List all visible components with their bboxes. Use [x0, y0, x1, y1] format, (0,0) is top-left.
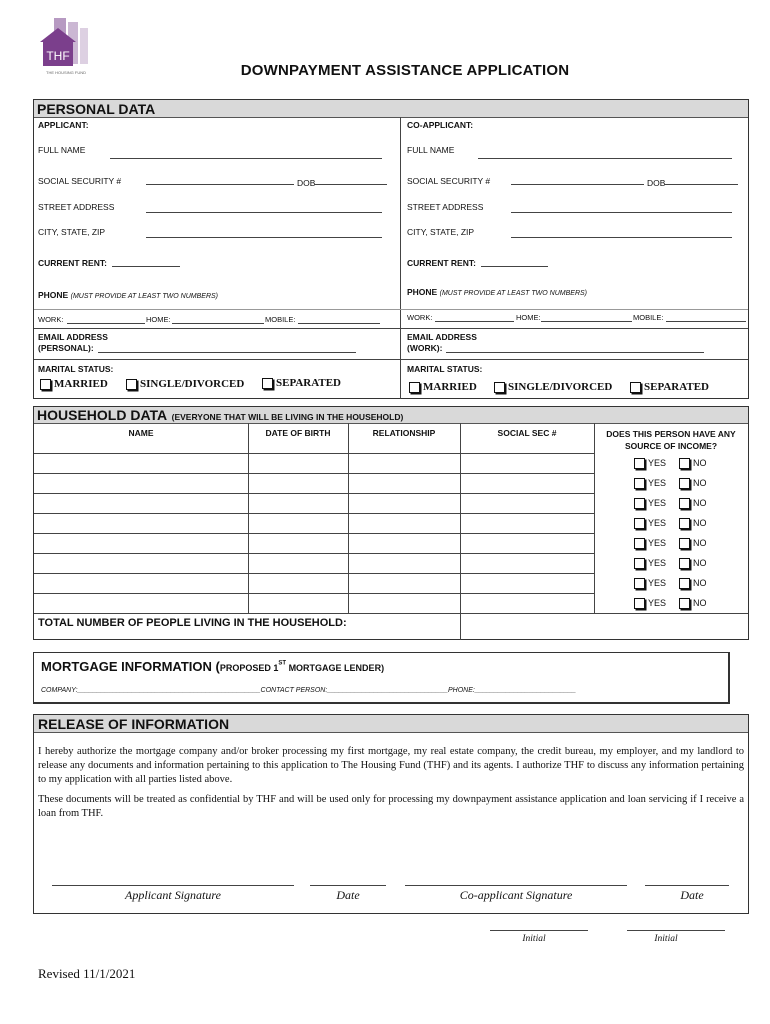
checkbox-icon: [494, 382, 505, 393]
applicant-work-phone-field[interactable]: [67, 323, 145, 324]
applicant-city-field[interactable]: [146, 237, 382, 238]
applicant-ssn-field[interactable]: [146, 184, 294, 185]
coapplicant-date-label: Date: [680, 888, 704, 902]
coapplicant-full-name-field[interactable]: [478, 158, 732, 159]
dob-label: DOB: [297, 178, 316, 188]
co-dob-label: DOB: [647, 178, 666, 188]
work-label: WORK:: [38, 315, 64, 324]
co-rent-label: CURRENT RENT:: [407, 258, 476, 268]
applicant-rent-field[interactable]: [112, 266, 180, 267]
income-yes-checkbox[interactable]: YES: [634, 458, 666, 469]
income-yes-checkbox[interactable]: YES: [634, 498, 666, 509]
co-single-checkbox[interactable]: SINGLE/DIVORCED: [494, 381, 612, 393]
applicant-dob-field[interactable]: [315, 184, 387, 185]
checkbox-icon: [679, 598, 690, 609]
coapplicant-rent-field[interactable]: [481, 266, 548, 267]
mortgage-fields-line[interactable]: COMPANY:_______________________________________________CONTACT PERSON:_______________________________PHONE:__________________________: [41, 687, 577, 694]
checkbox-icon: [126, 379, 137, 390]
applicant-street-field[interactable]: [146, 212, 382, 213]
release-paragraph-2: These documents will be treated as confidential by THF and will be used only for processing my downpayment assistance application and loan servicing if I receive a loan from THF.: [38, 794, 744, 819]
household-row[interactable]: [34, 494, 594, 513]
initial-field-right[interactable]: [627, 930, 725, 931]
checkbox-icon: [634, 538, 645, 549]
income-no-checkbox[interactable]: NO: [679, 558, 707, 569]
applicant-label: APPLICANT:: [38, 120, 89, 130]
co-mobile-label: MOBILE:: [633, 313, 664, 322]
income-yes-checkbox[interactable]: YES: [634, 578, 666, 589]
personal-data-section: [33, 99, 749, 399]
checkbox-icon: [262, 378, 273, 389]
coapplicant-ssn-field[interactable]: [511, 184, 644, 185]
applicant-full-name-field[interactable]: [110, 158, 382, 159]
co-ssn-label: SOCIAL SECURITY #: [407, 176, 491, 186]
initial-label-left: Initial: [522, 934, 546, 944]
applicant-signature-label: Applicant Signature: [125, 888, 221, 902]
coapplicant-signature-field[interactable]: [405, 885, 627, 886]
household-heading: HOUSEHOLD DATA (EVERYONE THAT WILL BE LIVING IN THE HOUSEHOLD): [37, 407, 404, 423]
email-personal-label-1: EMAIL ADDRESS: [38, 332, 108, 342]
coapplicant-home-phone-field[interactable]: [541, 321, 632, 322]
checkbox-icon: [679, 538, 690, 549]
co-home-label: HOME:: [516, 313, 541, 322]
col-relationship: RELATIONSHIP: [372, 428, 436, 438]
income-no-checkbox[interactable]: NO: [679, 578, 707, 589]
income-no-checkbox[interactable]: NO: [679, 598, 707, 609]
city-label: CITY, STATE, ZIP: [38, 227, 106, 237]
household-row[interactable]: [34, 574, 594, 593]
coapplicant-date-field[interactable]: [645, 885, 729, 886]
checkbox-icon: [634, 558, 645, 569]
marital-label: MARITAL STATUS:: [38, 364, 114, 374]
applicant-date-label: Date: [336, 888, 360, 902]
coapplicant-email-field[interactable]: [446, 352, 704, 353]
applicant-email-field[interactable]: [98, 352, 356, 353]
income-yes-checkbox[interactable]: YES: [634, 478, 666, 489]
coapplicant-label: CO-APPLICANT:: [407, 120, 474, 130]
coapplicant-signature-label: Co-applicant Signature: [459, 888, 573, 902]
revised-date: Revised 11/1/2021: [38, 966, 136, 981]
total-people-field[interactable]: [461, 614, 747, 639]
checkbox-icon: [679, 518, 690, 529]
col-ssn: SOCIAL SEC #: [497, 428, 557, 438]
email-personal-label-2: (PERSONAL):: [38, 343, 94, 353]
co-work-label: WORK:: [407, 313, 433, 322]
checkbox-icon: [634, 478, 645, 489]
income-no-checkbox[interactable]: NO: [679, 518, 707, 529]
income-no-checkbox[interactable]: NO: [679, 478, 707, 489]
personal-data-heading: PERSONAL DATA: [37, 101, 156, 117]
release-heading: RELEASE OF INFORMATION: [38, 716, 230, 732]
coapplicant-dob-field[interactable]: [665, 184, 738, 185]
separated-checkbox[interactable]: SEPARATED: [262, 377, 341, 389]
checkbox-icon: [630, 382, 641, 393]
coapplicant-city-field[interactable]: [511, 237, 732, 238]
co-street-label: STREET ADDRESS: [407, 202, 484, 212]
income-no-checkbox[interactable]: NO: [679, 538, 707, 549]
income-no-checkbox[interactable]: NO: [679, 458, 707, 469]
col-income: DOES THIS PERSON HAVE ANY SOURCE OF INCOME?: [606, 429, 736, 451]
col-name: NAME: [128, 428, 154, 438]
checkbox-icon: [679, 458, 690, 469]
checkbox-icon: [634, 458, 645, 469]
co-marital-label: MARITAL STATUS:: [407, 364, 483, 374]
checkbox-icon: [634, 518, 645, 529]
applicant-date-field[interactable]: [310, 885, 386, 886]
applicant-mobile-phone-field[interactable]: [298, 323, 380, 324]
checkbox-icon: [409, 382, 420, 393]
household-row[interactable]: [34, 454, 594, 473]
household-row[interactable]: [34, 554, 594, 573]
street-label: STREET ADDRESS: [38, 202, 115, 212]
page-title: DOWNPAYMENT ASSISTANCE APPLICATION: [240, 62, 570, 79]
checkbox-icon: [679, 558, 690, 569]
checkbox-icon: [634, 598, 645, 609]
email-work-label-2: (WORK):: [407, 343, 443, 353]
initial-label-right: Initial: [654, 934, 678, 944]
initial-field-left[interactable]: [490, 930, 588, 931]
checkbox-icon: [679, 578, 690, 589]
checkbox-icon: [679, 498, 690, 509]
income-yes-checkbox[interactable]: YES: [634, 518, 666, 529]
phone-label: PHONE (MUST PROVIDE AT LEAST TWO NUMBERS): [38, 290, 219, 300]
married-checkbox[interactable]: MARRIED: [40, 378, 108, 390]
household-row[interactable]: [34, 474, 594, 493]
co-married-checkbox[interactable]: MARRIED: [409, 381, 477, 393]
income-yes-checkbox[interactable]: YES: [634, 598, 666, 609]
single-checkbox[interactable]: SINGLE/DIVORCED: [126, 378, 244, 390]
coapplicant-street-field[interactable]: [511, 212, 732, 213]
mortgage-heading: MORTGAGE INFORMATION (PROPOSED 1ST MORTGAGE LENDER): [41, 659, 385, 674]
checkbox-icon: [634, 498, 645, 509]
household-row[interactable]: [34, 534, 594, 553]
email-work-label-1: EMAIL ADDRESS: [407, 332, 477, 342]
coapplicant-mobile-phone-field[interactable]: [666, 321, 746, 322]
rent-label: CURRENT RENT:: [38, 258, 107, 268]
applicant-home-phone-field[interactable]: [172, 323, 264, 324]
checkbox-icon: [634, 578, 645, 589]
co-separated-checkbox[interactable]: SEPARATED: [630, 381, 709, 393]
checkbox-icon: [679, 478, 690, 489]
income-yes-checkbox[interactable]: YES: [634, 538, 666, 549]
mobile-label: MOBILE:: [265, 315, 296, 324]
col-dob: DATE OF BIRTH: [265, 428, 331, 438]
co-phone-label: PHONE (MUST PROVIDE AT LEAST TWO NUMBERS): [407, 287, 588, 297]
co-city-label: CITY, STATE, ZIP: [407, 227, 475, 237]
svg-text:THE HOUSING FUND: THE HOUSING FUND: [46, 70, 86, 75]
applicant-signature-field[interactable]: [52, 885, 294, 886]
coapplicant-work-phone-field[interactable]: [435, 321, 514, 322]
household-row[interactable]: [34, 514, 594, 533]
full-name-label: FULL NAME: [38, 145, 86, 155]
ssn-label: SOCIAL SECURITY #: [38, 176, 122, 186]
home-label: HOME:: [146, 315, 171, 324]
release-paragraph-1: I hereby authorize the mortgage company and/or broker processing my first mortgage, my real estate company, the credit bureau, my employer, and my landlord to release any documents and information pertaining to this application to The Housing Fund (THF) and its agents. I authorize THF to discuss any information pertaining to my application with all parties listed above.: [38, 746, 744, 785]
income-yes-checkbox[interactable]: YES: [634, 558, 666, 569]
total-people-label: TOTAL NUMBER OF PEOPLE LIVING IN THE HOUSEHOLD:: [38, 617, 347, 629]
household-row[interactable]: [34, 594, 594, 613]
income-no-checkbox[interactable]: NO: [679, 498, 707, 509]
co-full-name-label: FULL NAME: [407, 145, 455, 155]
checkbox-icon: [40, 379, 51, 390]
svg-text:THF: THF: [46, 49, 70, 63]
